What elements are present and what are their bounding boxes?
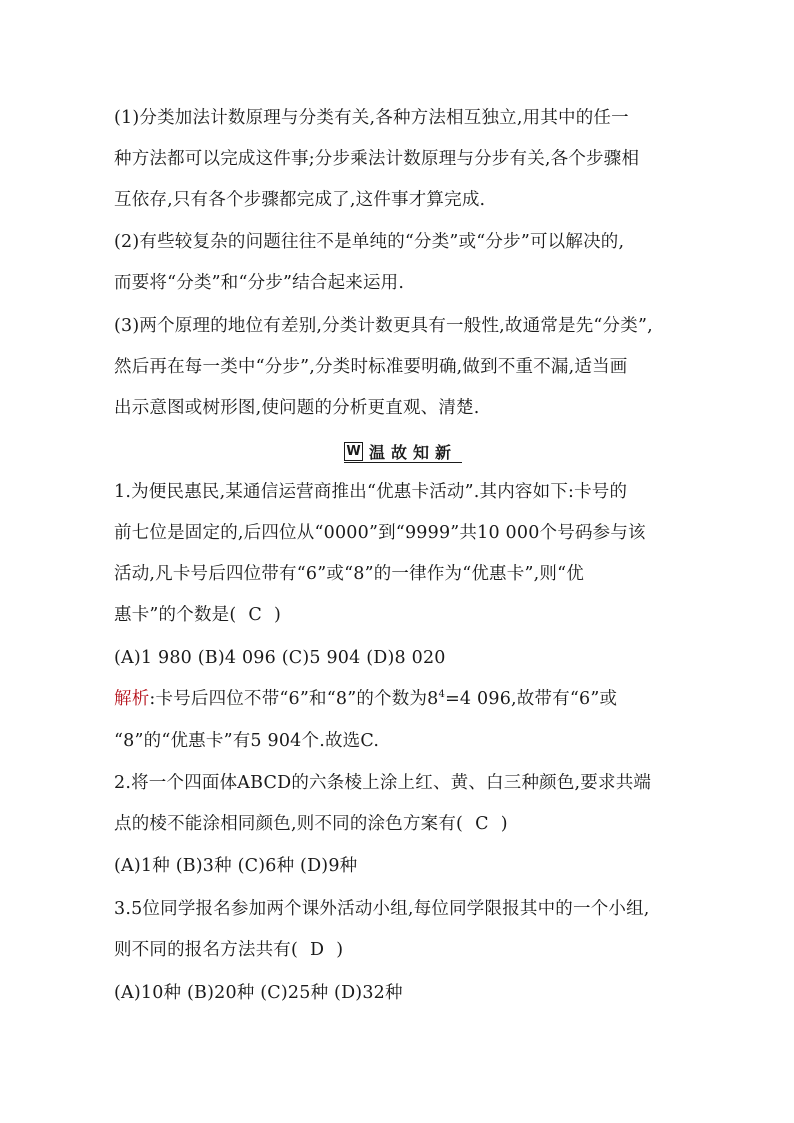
q1-answer: C: [248, 605, 262, 625]
q1-line-4: [114, 603, 281, 627]
analysis-text-a: :卡号后四位不带“6”和“8”的个数为8: [149, 689, 439, 709]
q2-line-2: [114, 812, 508, 836]
q1-analysis-line-2: “8”的“优惠卡”有5 904个.故选C.: [114, 731, 380, 751]
principle-3-line-3: 出示意图或树形图,使问题的分析更直观、清楚.: [114, 398, 480, 418]
analysis-label: 解析: [114, 689, 150, 709]
principle-2-line-1: (2)有些较复杂的问题往往不是单纯的“分类”或“分步”可以解决的,: [114, 232, 625, 252]
principle-2-line-2: 而要将“分类”和“分步”结合起来运用.: [114, 273, 405, 293]
section-title: 温故知新: [369, 443, 458, 462]
q2-line-1: 2.将一个四面体ABCD的六条棱上涂上红、黄、白三种颜色,要求共端: [114, 773, 652, 793]
q3-answer: D: [310, 940, 325, 960]
principle-1-line-3: 互依存,只有各个步骤都完成了,这件事才算完成.: [114, 190, 486, 210]
q2-answer: C: [475, 814, 489, 834]
q1-analysis: [114, 687, 617, 711]
q3-line-1: 3.5位同学报名参加两个课外活动小组,每位同学限报其中的一个小组,: [114, 899, 650, 919]
analysis-text-b: =4 096,故带有“6”或: [445, 689, 618, 709]
q3-stem-end: 则不同的报名方法共有(: [114, 940, 299, 960]
q1-options: (A)1 980 (B)4 096 (C)5 904 (D)8 020: [114, 648, 446, 668]
q1-stem-end: 惠卡”的个数是(: [114, 605, 237, 625]
principle-1-line-2: 种方法都可以完成这件事;分步乘法计数原理与分步有关,各个步骤相: [114, 149, 640, 169]
q2-stem-end: 点的棱不能涂相同颜色,则不同的涂色方案有(: [114, 814, 464, 834]
q3-options: (A)10种 (B)20种 (C)25种 (D)32种: [114, 983, 403, 1003]
q1-line-3: 活动,凡卡号后四位带有“6”或“8”的一律作为“优惠卡”,则“优: [114, 564, 584, 584]
principle-3-line-1: (3)两个原理的地位有差别,分类计数更具有一般性,故通常是先“分类”,: [114, 316, 653, 336]
q2-paren-close: ): [500, 814, 508, 834]
q2-options: (A)1种 (B)3种 (C)6种 (D)9种: [114, 856, 358, 876]
q3-line-2: [114, 938, 343, 962]
principle-1-line-1: (1)分类加法计数原理与分类有关,各种方法相互独立,用其中的任一: [114, 108, 629, 128]
q1-line-1: 1.为便民惠民,某通信运营商推出“优惠卡活动”.其内容如下:卡号的: [114, 482, 628, 502]
section-underline: [344, 462, 462, 463]
q1-line-2: 前七位是固定的,后四位从“0000”到“9999”共10 000个号码参与该: [114, 523, 646, 543]
q3-paren-close: ): [336, 940, 344, 960]
analysis-exponent: 4: [438, 689, 446, 701]
section-heading: [344, 440, 457, 463]
q1-paren-close: ): [273, 605, 281, 625]
principle-3-line-2: 然后再在每一类中“分步”,分类时标准要明确,做到不重不漏,适当画: [114, 357, 628, 377]
w-logo-icon: W: [344, 442, 363, 461]
